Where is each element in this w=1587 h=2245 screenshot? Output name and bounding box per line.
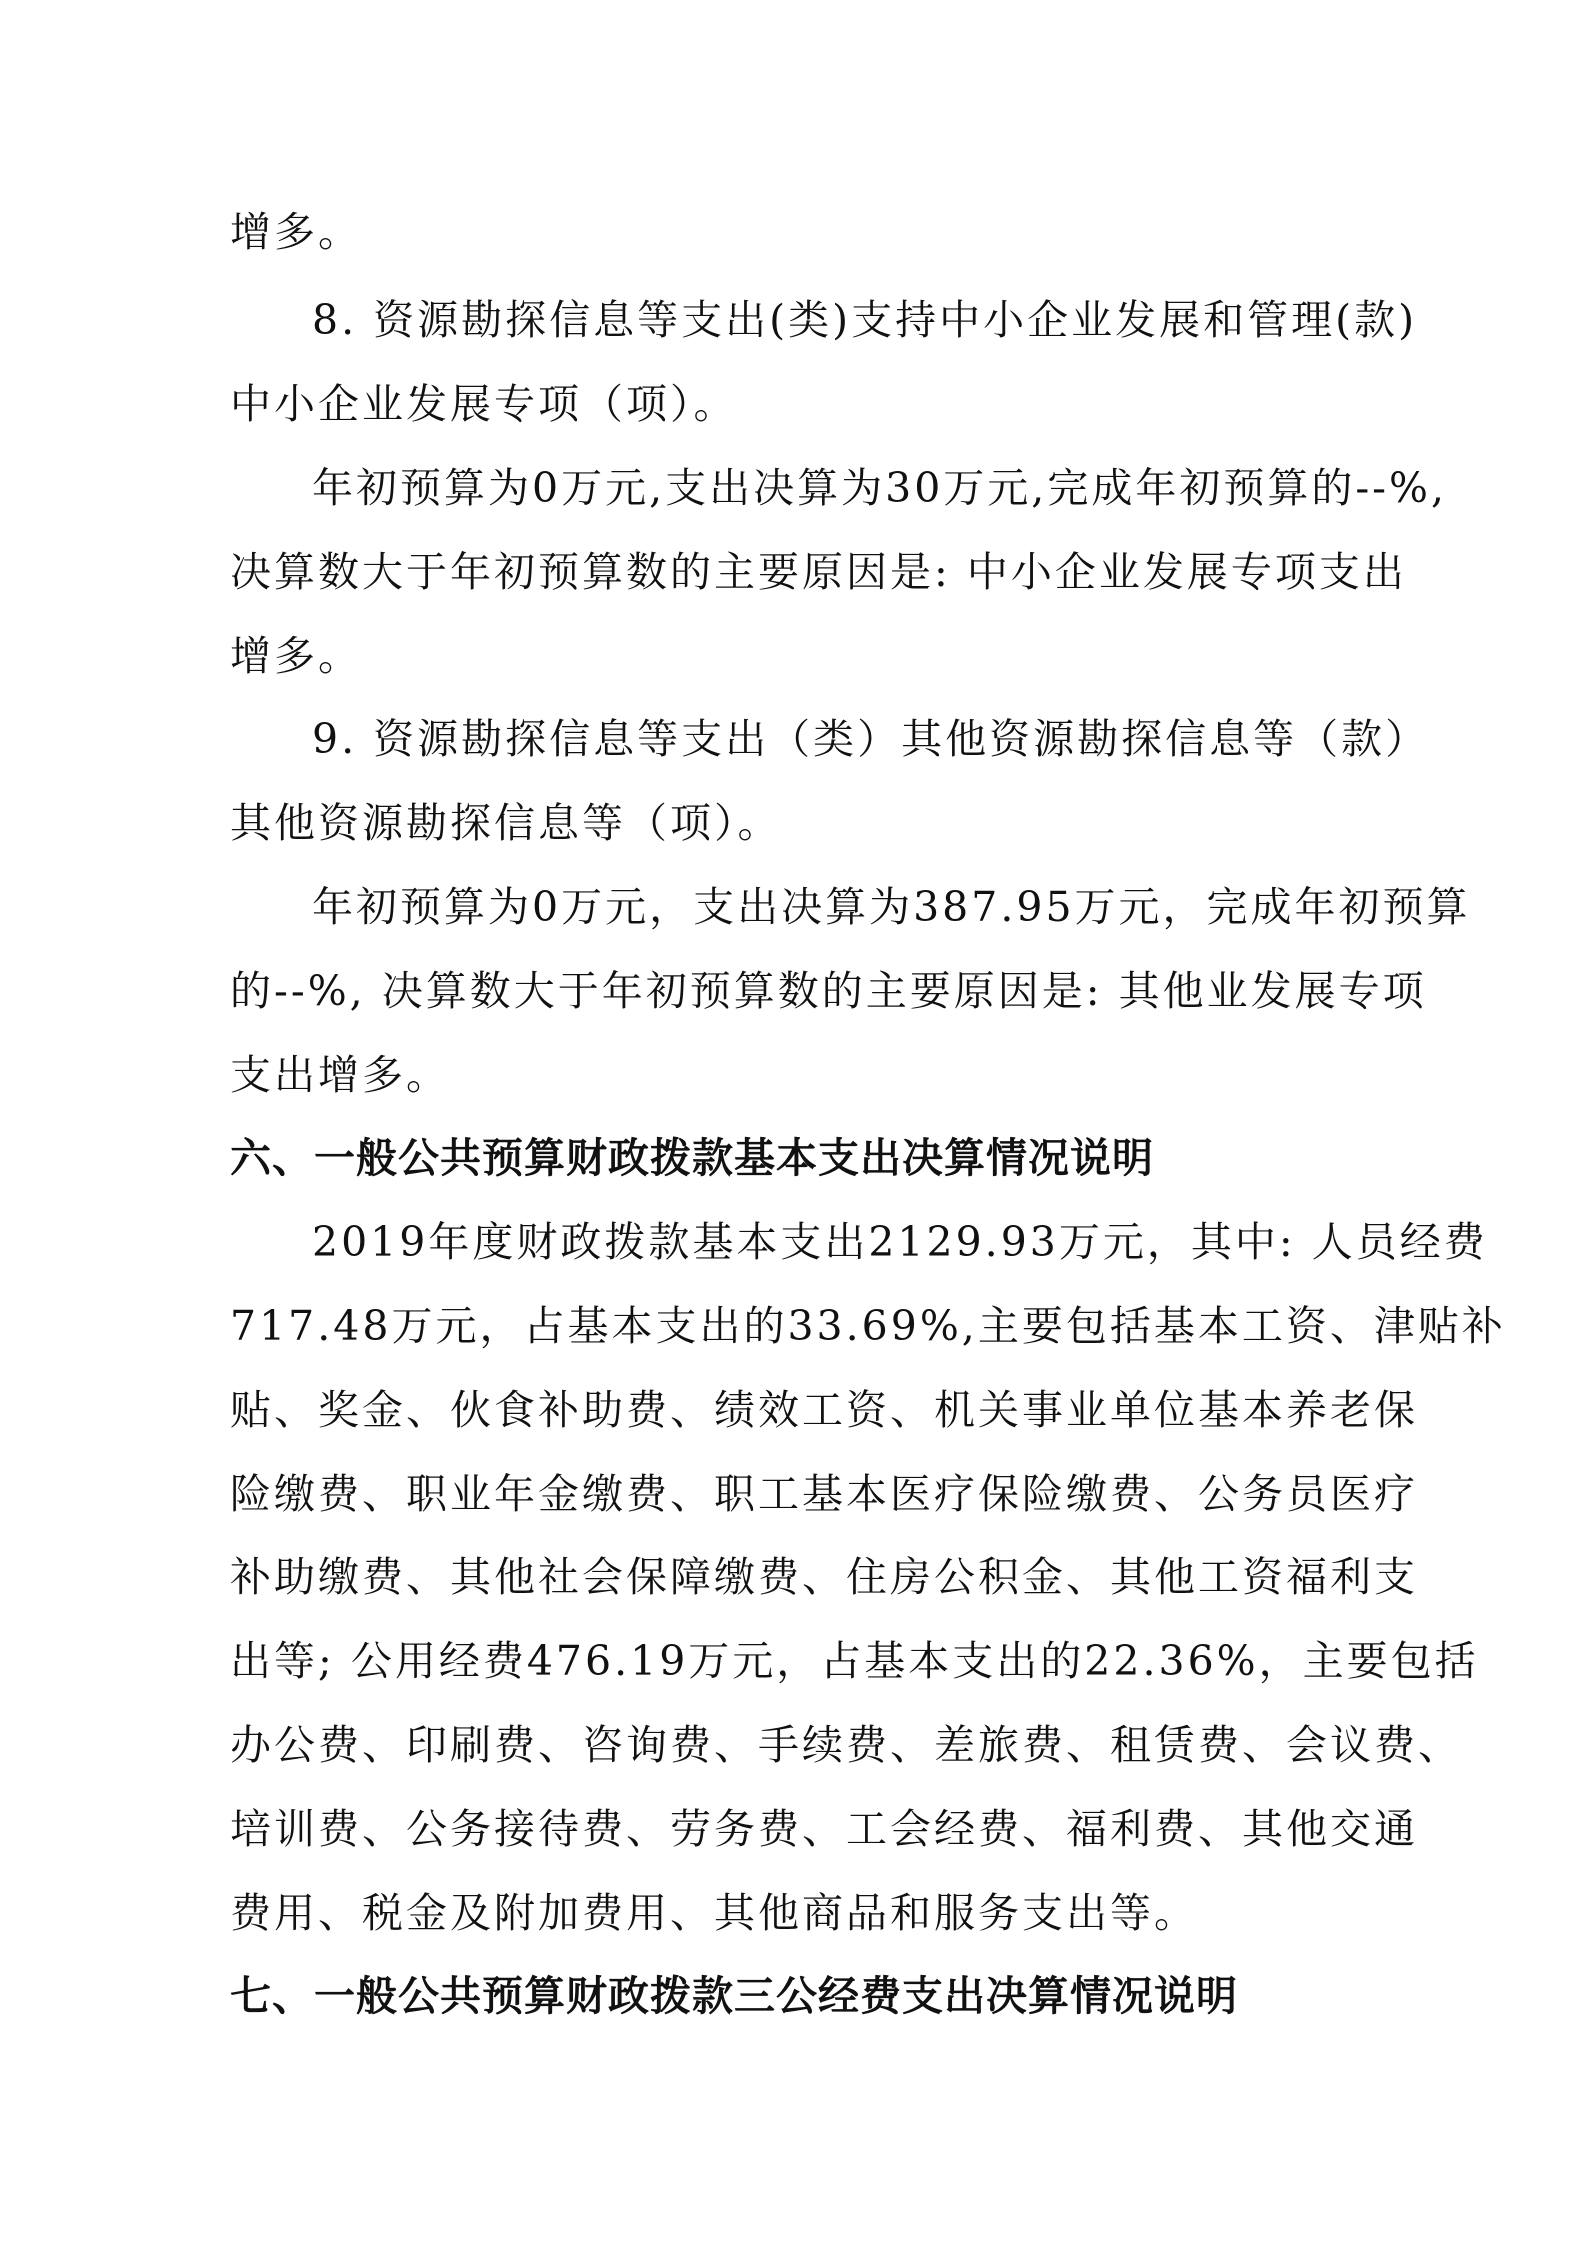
text-line: 增多。 (230, 632, 362, 680)
text-line: 年初预算为0万元,支出决算为30万元,完成年初预算的--%, (312, 464, 1448, 512)
text-line: 贴、奖金、伙食补助费、绩效工资、机关事业单位基本养老保 (230, 1386, 1418, 1434)
item-9-title-line-1: 9. 资源勘探信息等支出（类）其他资源勘探信息等（款） (312, 715, 1430, 763)
text-line: 费用、税金及附加费用、其他商品和服务支出等。 (230, 1889, 1198, 1937)
text-line: 险缴费、职业年金缴费、职工基本医疗保险缴费、公务员医疗 (230, 1470, 1418, 1518)
text-line: 决算数大于年初预算数的主要原因是: 中小企业发展专项支出 (230, 548, 1407, 596)
item-8-title-line-1: 8. 资源勘探信息等支出(类)支持中小企业发展和管理(款) (312, 296, 1418, 344)
text-line: 办公费、印刷费、咨询费、手续费、差旅费、租赁费、会议费、 (230, 1721, 1462, 1769)
text-line: 年初预算为0万元，支出决算为387.95万元，完成年初预算 (312, 883, 1471, 931)
text-line: 出等; 公用经费476.19万元，占基本支出的22.36%，主要包括 (230, 1637, 1479, 1685)
text-line: 2019年度财政拨款基本支出2129.93万元，其中: 人员经费 (312, 1218, 1488, 1266)
text-line: 补助缴费、其他社会保障缴费、住房公积金、其他工资福利支 (230, 1553, 1418, 1601)
item-9-title-line-2: 其他资源勘探信息等（项）。 (230, 799, 782, 847)
item-8-title-line-2: 中小企业发展专项（项）。 (230, 380, 738, 428)
text-line: 增多。 (230, 208, 362, 256)
text-line: 的--%, 决算数大于年初预算数的主要原因是: 其他业发展专项 (230, 967, 1427, 1015)
section-6-heading: 六、一般公共预算财政拨款基本支出决算情况说明 (230, 1134, 1154, 1182)
text-line: 培训费、公务接待费、劳务费、工会经费、福利费、其他交通 (230, 1805, 1418, 1853)
text-line: 717.48万元，占基本支出的33.69%,主要包括基本工资、津贴补 (230, 1302, 1506, 1350)
section-7-heading: 七、一般公共预算财政拨款三公经费支出决算情况说明 (230, 1972, 1238, 2020)
text-line: 支出增多。 (230, 1051, 450, 1099)
